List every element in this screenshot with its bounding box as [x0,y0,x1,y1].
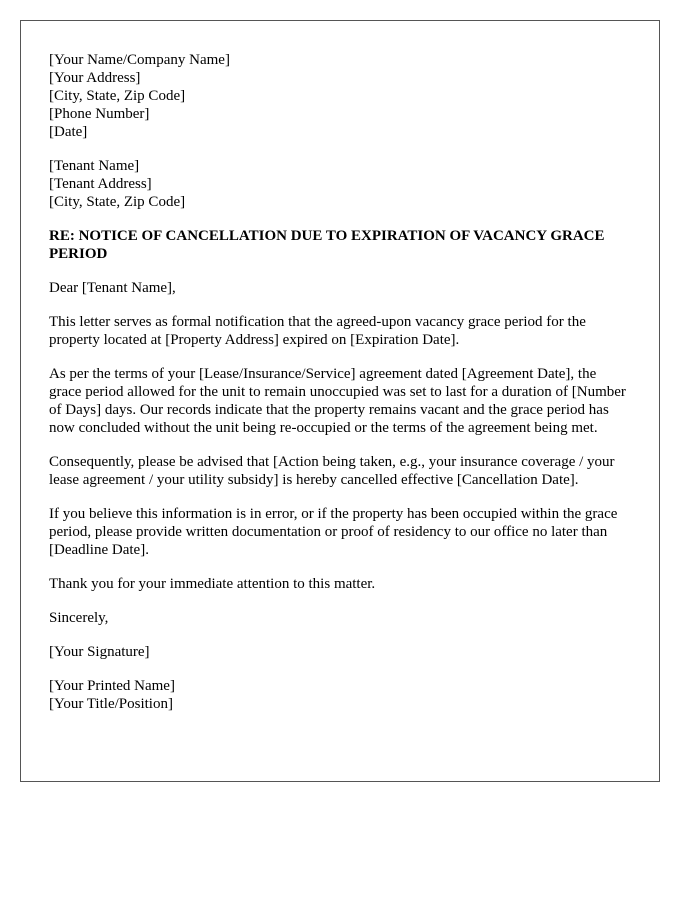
recipient-city-state-zip: [City, State, Zip Code] [49,194,186,210]
signer-title: [Your Title/Position] [49,696,173,712]
letter-page [20,20,660,782]
sender-city-state-zip: [City, State, Zip Code] [49,88,186,104]
signature-placeholder: [Your Signature] [49,644,150,660]
body-paragraph-5: Thank you for your immediate attention to this matter. [49,576,376,592]
valediction: Sincerely, [49,610,109,626]
sender-name: [Your Name/Company Name] [49,52,230,68]
signer-block [49,677,631,713]
sender-address-block [49,51,631,141]
body-paragraph-4: If you believe this information is in error, or if the property has been occupied within the grace period, please provide written documentation or proof of residency to our office no later than [Deadline Date]. [49,506,618,558]
printed-name: [Your Printed Name] [49,678,175,694]
body-paragraph-1: This letter serves as formal notification that the agreed-upon vacancy grace period for the property located at [Property Address] expired on [Expiration Date]. [49,314,586,348]
sender-phone: [Phone Number] [49,106,150,122]
sender-address: [Your Address] [49,70,141,86]
subject-line: RE: NOTICE OF CANCELLATION DUE TO EXPIRATION OF VACANCY GRACE PERIOD [49,228,605,262]
recipient-name: [Tenant Name] [49,158,140,174]
body-paragraph-2: As per the terms of your [Lease/Insurance/Service] agreement dated [Agreement Date], the grace period allowed for the unit to remain unoccupied was set to last for a duration of [Number of Days] days. Our records indicate that the property remains vacant and the grace period has now concluded without the unit being re-occupied or the terms of the agreement being met. [49,366,626,436]
recipient-address-block [49,157,631,211]
body-paragraph-3: Consequently, please be advised that [Action being taken, e.g., your insurance coverage / your lease agreement / your utility subsidy] is hereby cancelled effective [Cancellation Date]. [49,454,615,488]
salutation: Dear [Tenant Name], [49,280,176,296]
letter-date: [Date] [49,124,88,140]
recipient-address: [Tenant Address] [49,176,152,192]
